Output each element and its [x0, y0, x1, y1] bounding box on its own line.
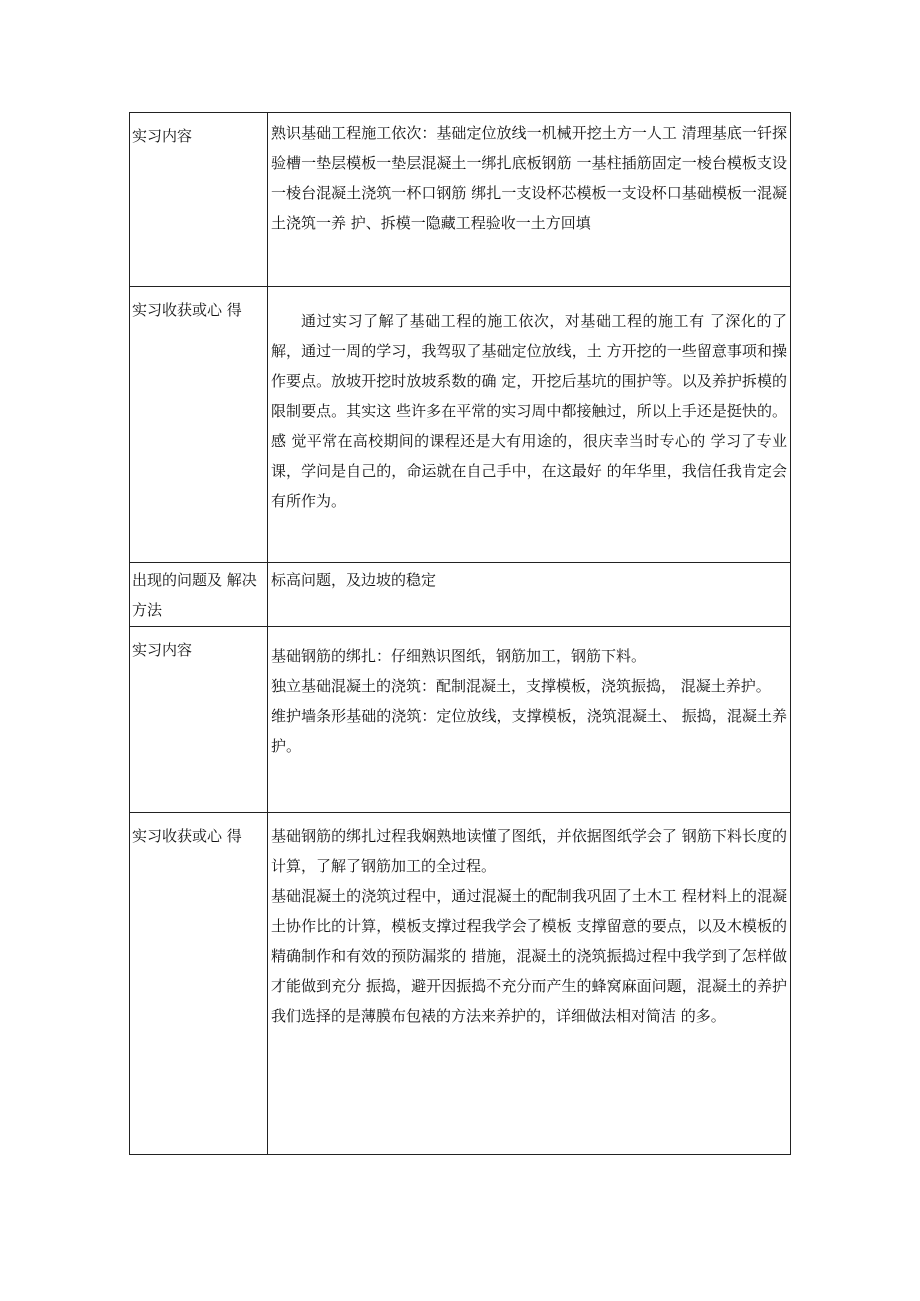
table-row	[130, 563, 791, 627]
row-content-line: 基础混凝土的浇筑过程中，通过混凝土的配制我巩固了土木工 程材料上的混凝土协作比的计算，模板支撑过程我学会了模板 支撑留意的要点，以及木模板的精确制作和有效的预防漏浆的 措施，混凝土的浇筑振捣过程中我学到了怎样做才能做到充分 振捣，避开因振捣不充分而产生的蜂窝麻面问题，混凝土的养护 我们选择的是薄膜布包裱的方法来养护的，详细做法相对简洁 的多。	[271, 887, 787, 1025]
table-row	[130, 813, 791, 1155]
row-label-cell	[130, 813, 268, 1155]
table-row	[130, 287, 791, 563]
row-label: 实习内容	[132, 127, 193, 145]
row-label-cell	[130, 287, 268, 563]
row-content-cell	[268, 113, 791, 287]
row-content-cell	[268, 563, 791, 627]
spacer	[271, 292, 787, 306]
row-content-line: 独立基础混凝土的浇筑：配制混凝土，支撑模板，浇筑振捣， 混凝土养护。	[271, 677, 771, 695]
row-label-cell	[130, 627, 268, 813]
row-content-line: 维护墙条形基础的浇筑：定位放线，支撑模板，浇筑混凝土、 振捣，混凝土养护。	[271, 707, 787, 755]
row-content-cell	[268, 813, 791, 1155]
row-label-cell	[130, 563, 268, 627]
internship-report-table	[129, 112, 791, 1155]
row-label: 实习收获或心 得	[132, 301, 242, 319]
row-label: 实习内容	[132, 641, 193, 659]
row-label: 出现的问题及 解决方法	[132, 571, 257, 619]
row-content: 通过实习了解了基础工程的施工依次，对基础工程的施工有 了深化的了解，通过一周的学习，我驾驭了基础定位放线，土 方开挖的一些留意事项和操作要点。放坡开挖时放坡系数的确 定，开挖后基坑的围护等。以及养护拆模的限制要点。其实这 些许多在平常的实习周中都接触过，所以上手还是挺快的。感 觉平常在高校期间的课程还是大有用途的，很庆幸当时专心的 学习了专业课，学问是自己的，命运就在自己手中，在这最好 的年华里，我信任我肯定会有所作为。	[271, 312, 787, 510]
row-label-cell	[130, 113, 268, 287]
row-content: 标高问题，及边坡的稳定	[271, 571, 437, 589]
row-label: 实习收获或心 得	[132, 827, 242, 845]
row-content-cell	[268, 287, 791, 563]
row-content: 熟识基础工程施工依次：基础定位放线一机械开挖土方一人工 清理基底一钎探验槽一垫层模板一垫层混凝土一绑扎底板钢筋 一基柱插筋固定一棱台模板支设一棱台混凝土浇筑一杯口钢筋 绑扎一支设杯芯模板一支设杯口基础模板一混凝土浇筑一养 护、拆模一隐藏工程验收一土方回填	[271, 124, 787, 232]
row-content-line: 基础钢筋的绑扎过程我娴熟地读懂了图纸，并依据图纸学会了 钢筋下料长度的计算，了解了钢筋加工的全过程。	[271, 827, 787, 875]
table-row	[130, 627, 791, 813]
row-content-line: 基础钢筋的绑扎：仔细熟识图纸，钢筋加工，钢筋下料。	[271, 647, 647, 665]
table-row	[130, 113, 791, 287]
row-content-cell	[268, 627, 791, 813]
